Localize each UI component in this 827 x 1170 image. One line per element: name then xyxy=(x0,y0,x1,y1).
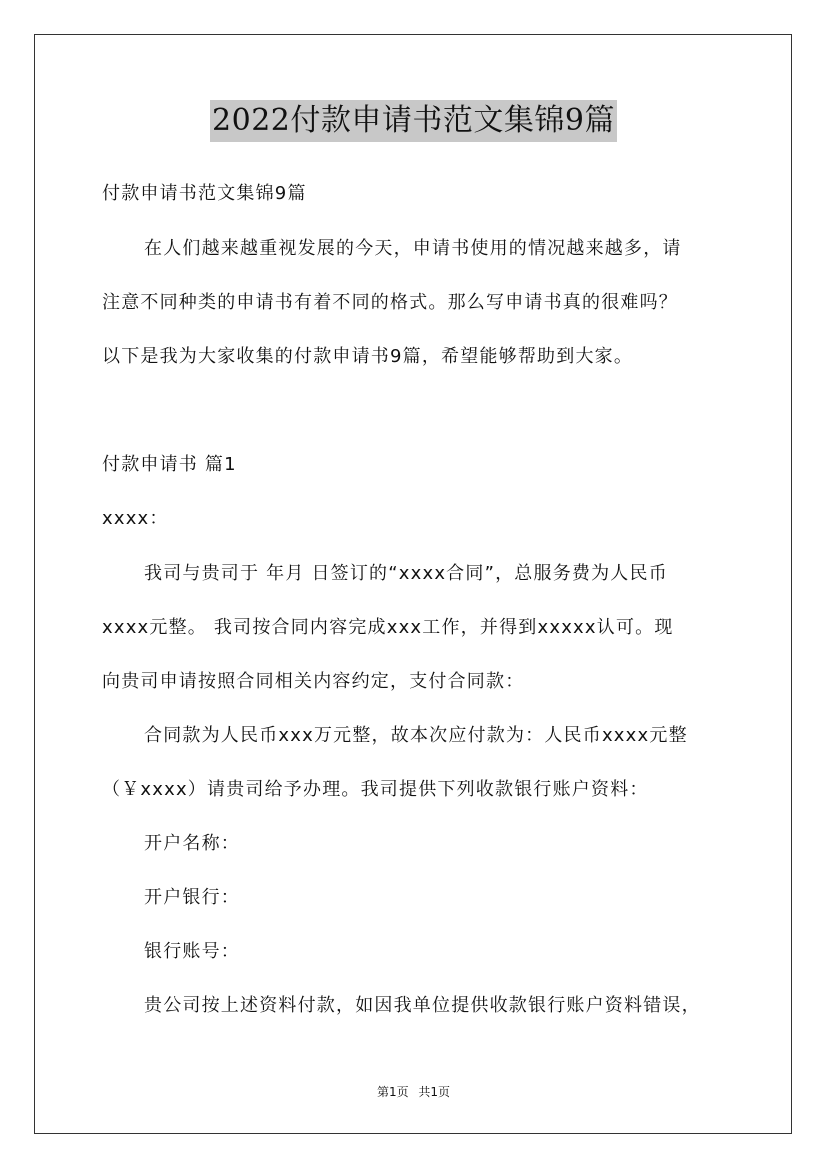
para3-line-1: 贵公司按上述资料付款，如因我单位提供收款银行账户资料错误， xyxy=(144,995,701,1016)
document-title: 2022付款申请书范文集锦9篇 xyxy=(210,100,617,142)
page-footer xyxy=(0,1084,827,1100)
para1-line-3: 向贵司申请按照合同相关内容约定，支付合同款： xyxy=(102,671,525,692)
document-subtitle: 付款申请书范文集锦9篇 xyxy=(102,183,307,204)
title-container xyxy=(0,100,827,142)
account-bank-label: 开户银行： xyxy=(144,887,240,908)
page-total: 共1页 xyxy=(418,1085,451,1099)
intro-line-1: 在人们越来越重视发展的今天，申请书使用的情况越来越多，请 xyxy=(144,238,682,259)
account-number-label: 银行账号： xyxy=(144,941,240,962)
para1-line-2: xxxx元整。 我司按合同内容完成xxx工作，并得到xxxxx认可。现 xyxy=(102,617,674,638)
intro-line-3: 以下是我为大家收集的付款申请书9篇，希望能够帮助到大家。 xyxy=(102,346,634,367)
para1-line-1: 我司与贵司于 年月 日签订的“xxxx合同”，总服务费为人民币 xyxy=(144,563,668,584)
account-name-label: 开户名称： xyxy=(144,833,240,854)
para2-line-1: 合同款为人民币xxx万元整，故本次应付款为：人民币xxxx元整 xyxy=(144,725,688,746)
section-heading: 付款申请书 篇1 xyxy=(102,454,237,475)
salutation: xxxx： xyxy=(102,508,169,529)
para2-line-2: （￥xxxx）请贵司给予办理。我司提供下列收款银行账户资料： xyxy=(102,779,649,800)
intro-line-2: 注意不同种类的申请书有着不同的格式。那么写申请书真的很难吗？ xyxy=(102,292,678,313)
page-current: 第1页 xyxy=(376,1085,409,1099)
